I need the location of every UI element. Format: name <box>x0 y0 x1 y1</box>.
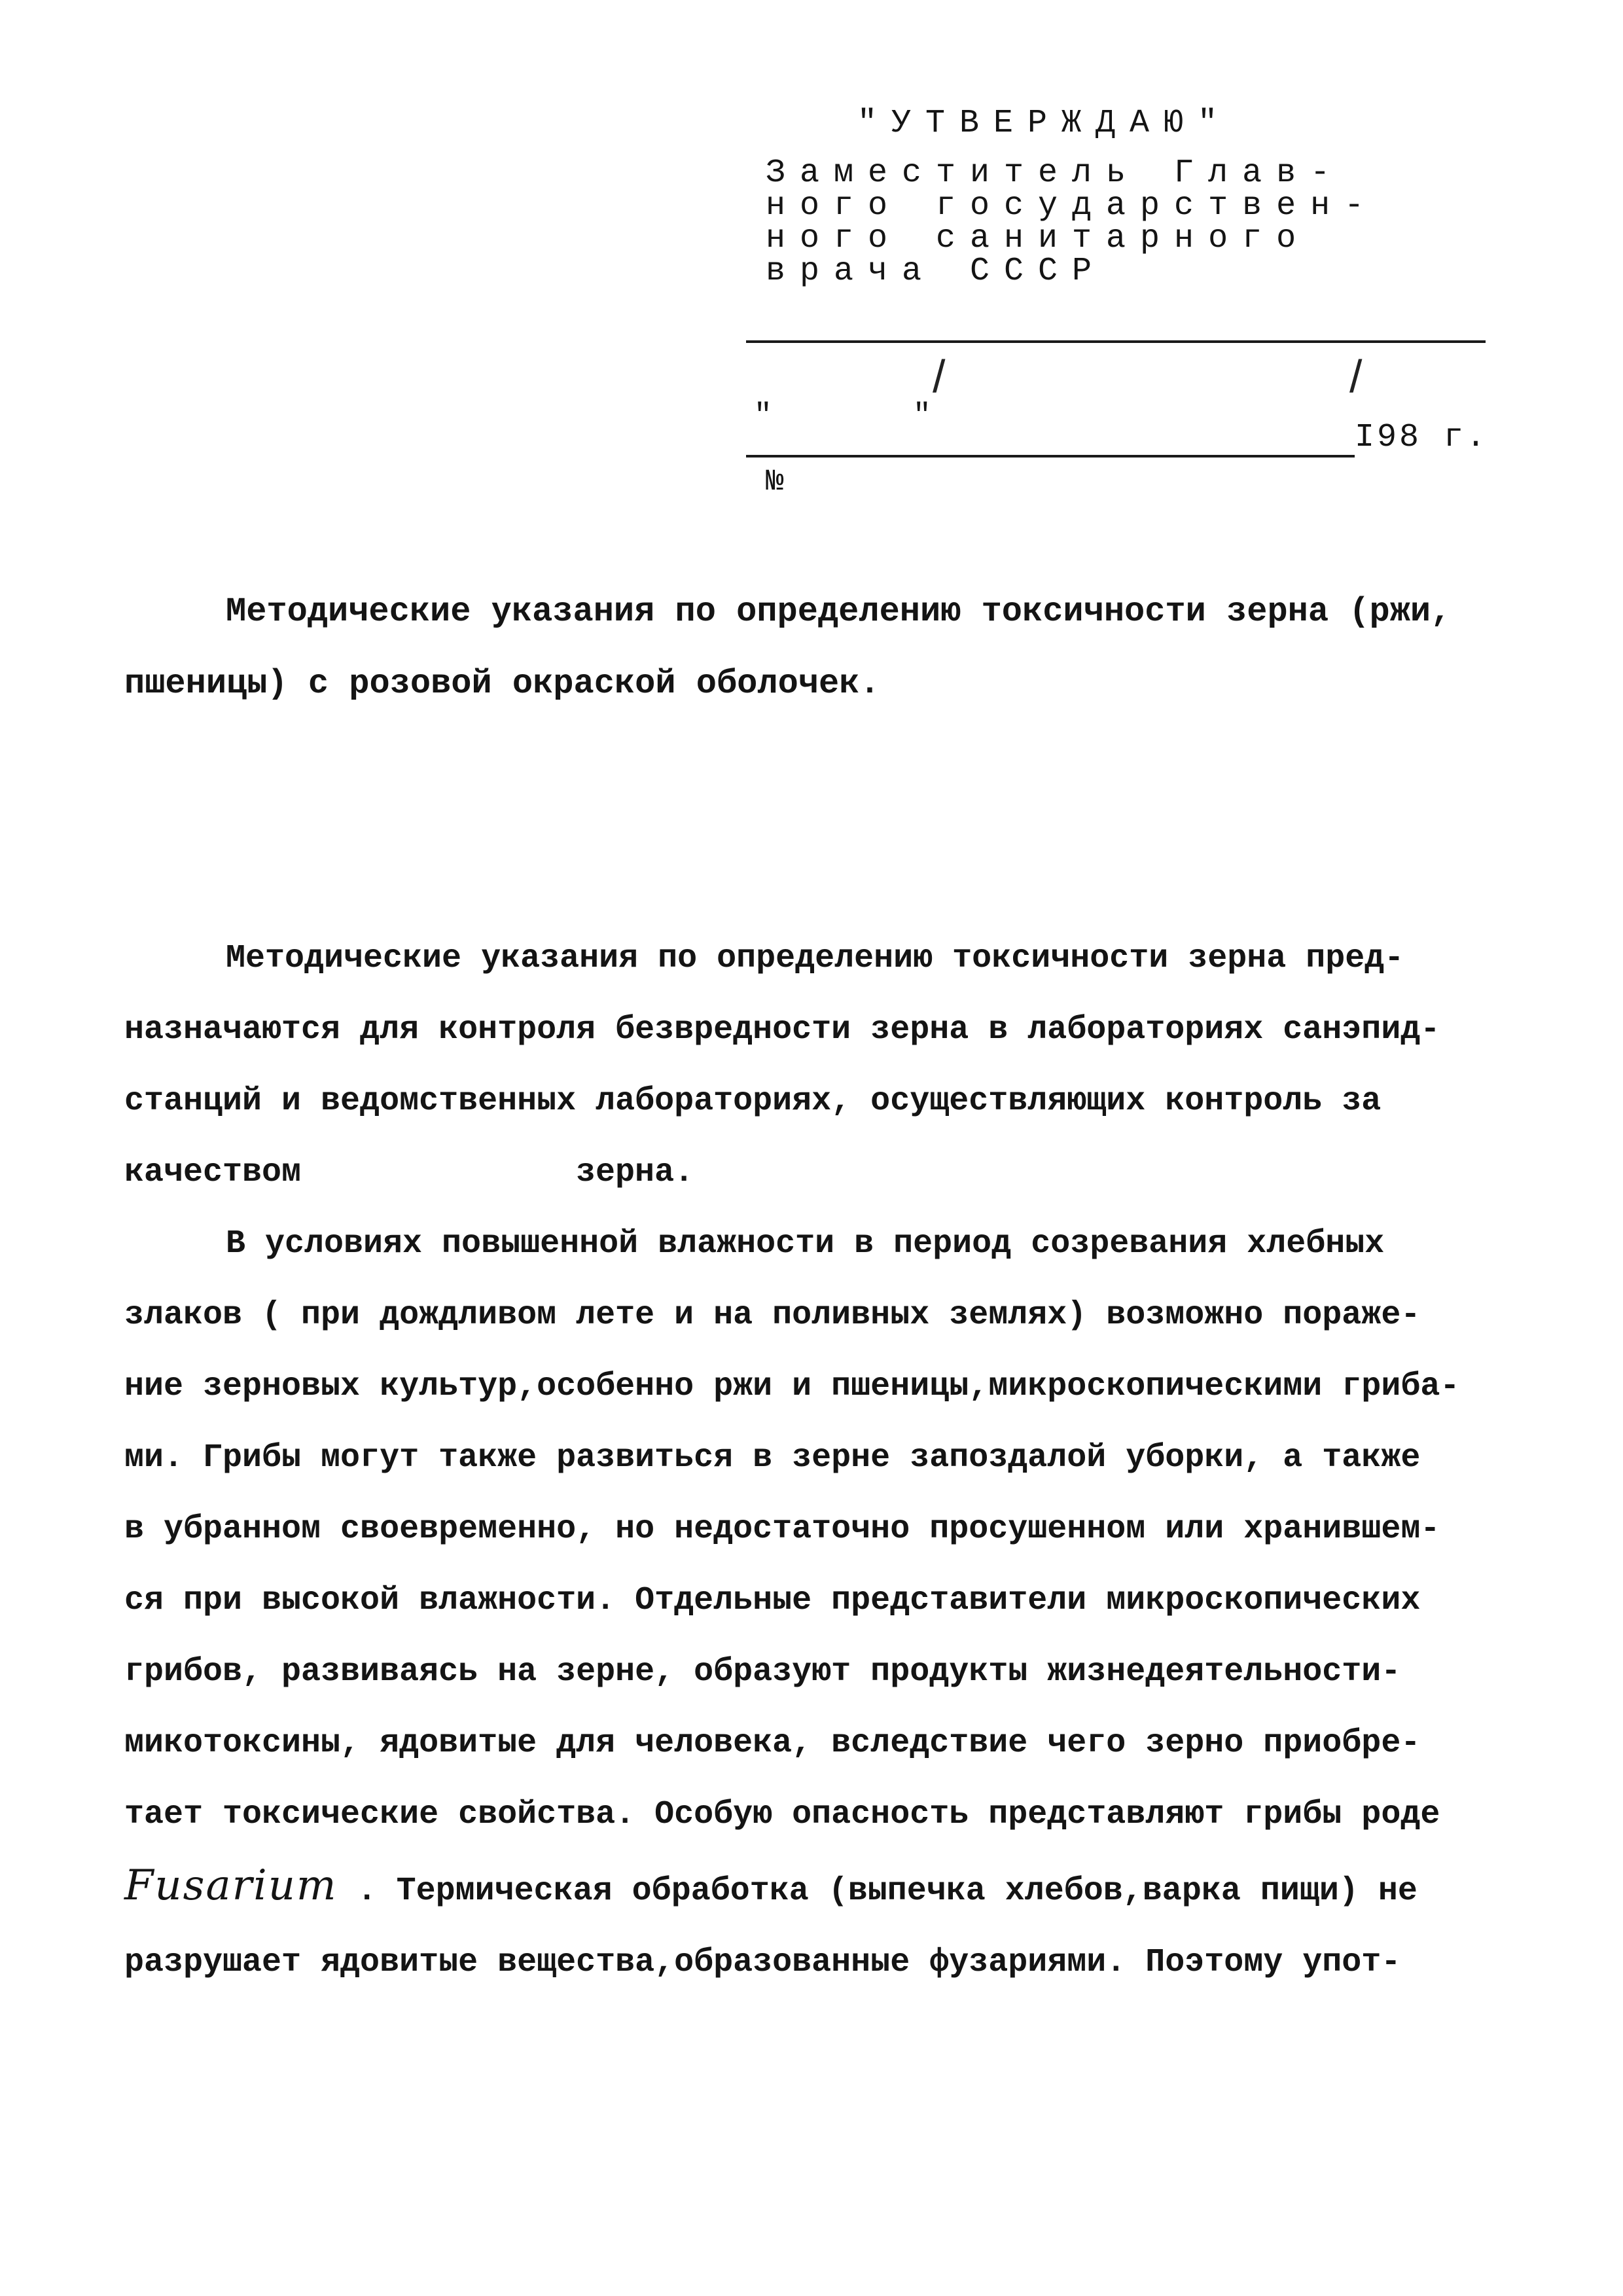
body-line <box>124 1137 1531 1208</box>
body-line: В условиях повышенной влажности в период созревания хлебных <box>226 1225 1385 1263</box>
body-line: станций и ведомственных лабораториях, осуществляющих контроль за <box>124 1083 1382 1120</box>
handwritten-genus-name: Fusarium <box>124 1861 338 1910</box>
body-line: ние зерновых культур,особенно ржи и пшеницы,микроскопическими грибa- <box>124 1368 1460 1405</box>
approval-line: ного санитарного <box>766 220 1311 257</box>
approval-line: Заместитель Глав- <box>766 154 1345 192</box>
body-line: грибов, развиваясь на зерне, образуют продукты жизнедеятельности- <box>124 1653 1401 1691</box>
body-line: микотоксины, ядовитые для человека, вследствие чего зерно приобре- <box>124 1725 1421 1762</box>
signature-slash: / <box>1349 351 1363 402</box>
body-line: Методические указания по определению токсичности зерна пред- <box>226 940 1404 977</box>
body-line: злаков ( при дождливом лете и на поливных землях) возможно пораже- <box>124 1297 1421 1334</box>
body-text <box>124 923 1531 1998</box>
approval-heading: "УТВЕРЖДАЮ" <box>857 105 1232 142</box>
body-line: ми. Грибы могут также развиться в зерне запоздалой уборки, а также <box>124 1439 1421 1477</box>
body-word: зерна. <box>576 1154 694 1191</box>
body-line: разрушает ядовитые вещества,образованные фузариями. Поэтому упот- <box>124 1944 1401 1981</box>
approval-line: врача СССР <box>766 253 1107 290</box>
body-line: в убранном своевременно, но недостаточно просушенном или хранившем- <box>124 1511 1440 1548</box>
document-title <box>124 576 1518 720</box>
date-quote-close: " <box>913 399 931 433</box>
date-year: I98 г. <box>1355 419 1489 456</box>
body-line: назначаются для контроля безвредности зерна в лабораториях санэпид- <box>124 1011 1440 1049</box>
signature-line <box>746 340 1486 343</box>
body-line: ся при высокой влажности. Отдельные представители микроскопических <box>124 1582 1421 1619</box>
title-line: пшеницы) с розовой окраской оболочек. <box>124 664 880 703</box>
date-line <box>746 455 1355 457</box>
body-word: качеством <box>124 1154 302 1191</box>
body-line <box>124 1850 1531 1927</box>
body-line: тает токсические свойства. Особую опасность представляют грибы роде <box>124 1796 1440 1833</box>
signature-slash: / <box>933 351 946 402</box>
title-line: Методические указания по определению токсичности зерна (ржи, <box>226 592 1452 631</box>
approval-line: ного государствен- <box>766 187 1379 224</box>
body-word: . Термическая обработка (выпечка хлебов,варка пищи) не <box>357 1873 1418 1910</box>
document-number-mark: № <box>766 465 784 499</box>
date-quote-open: " <box>754 399 772 433</box>
